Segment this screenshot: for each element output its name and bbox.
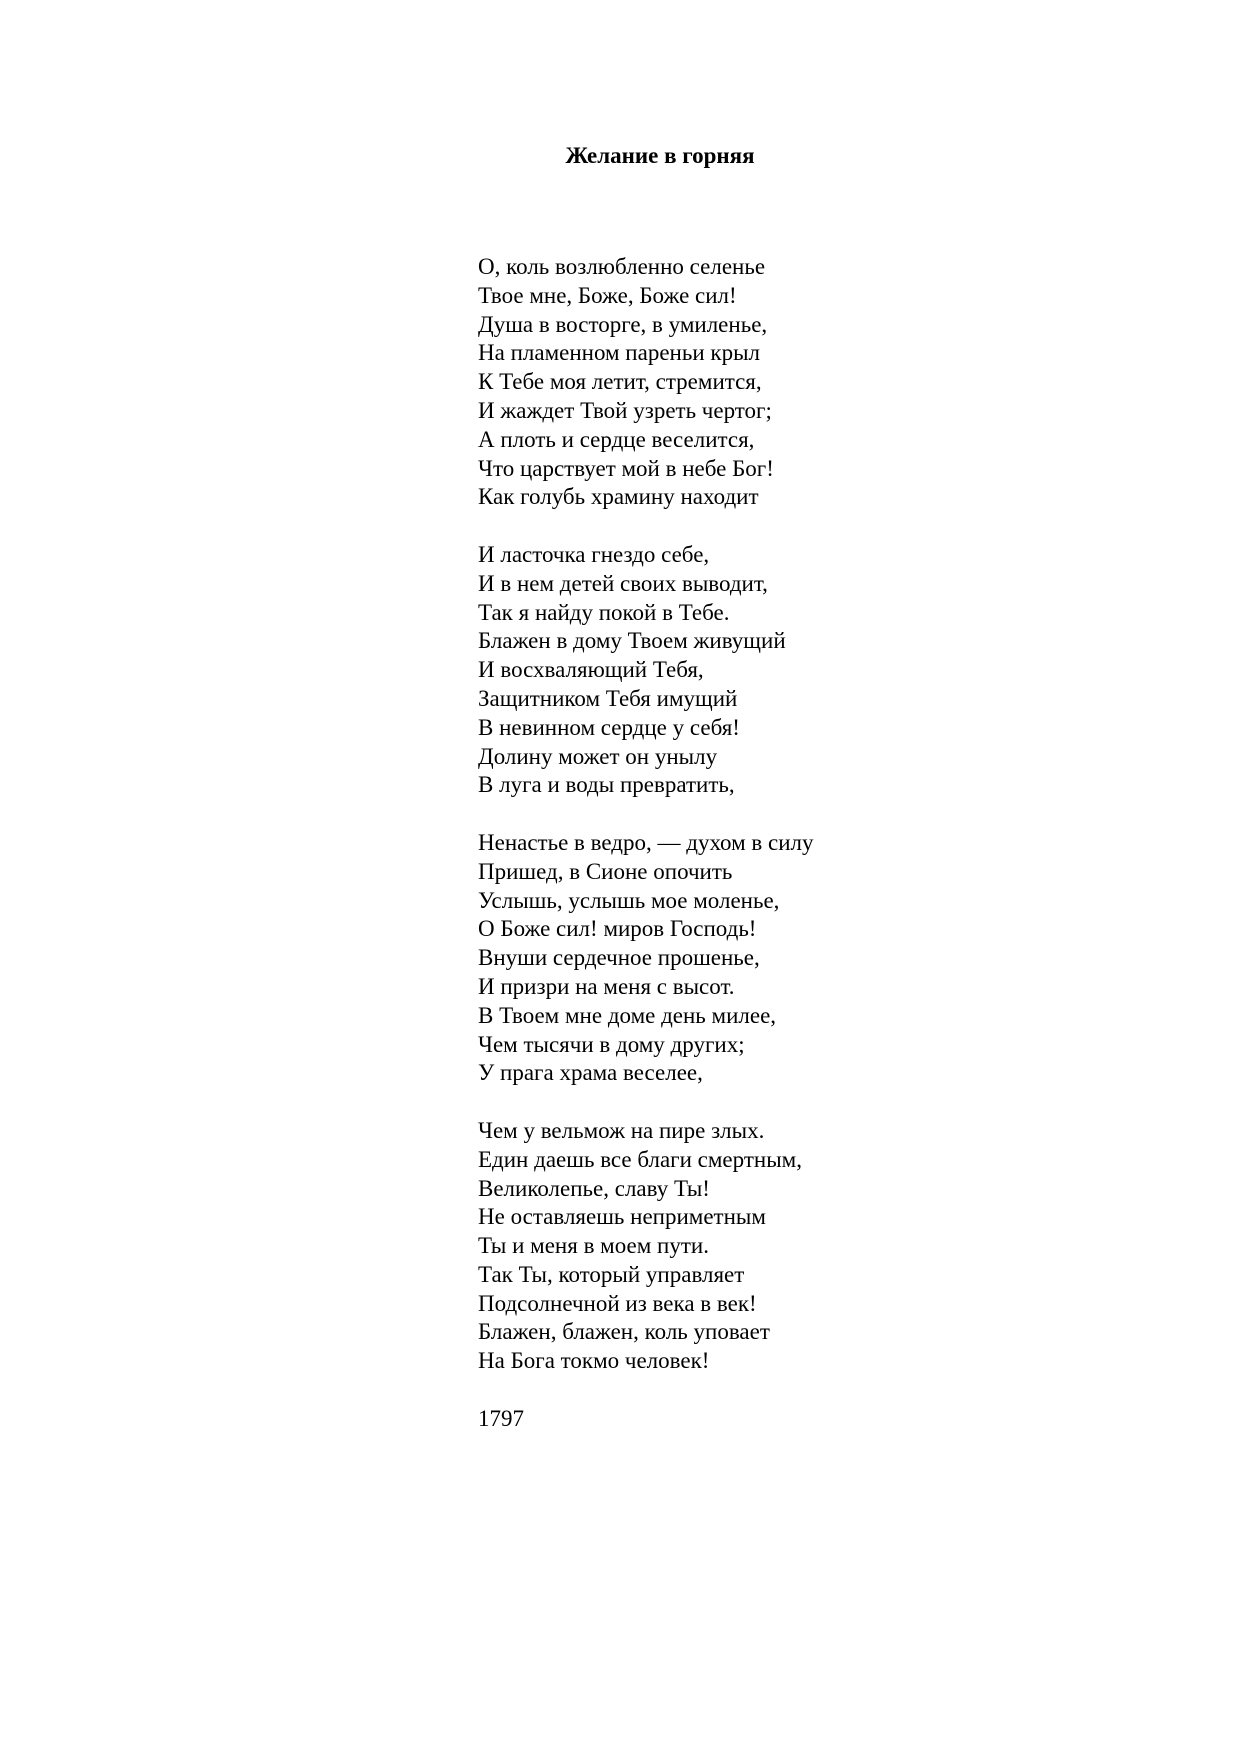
stanza bbox=[478, 1117, 814, 1376]
poem-line: Так Ты, который управляет bbox=[478, 1261, 745, 1287]
poem-line: Услышь, услышь мое моленье, bbox=[478, 887, 780, 913]
poem-line: Чем тысячи в дому других; bbox=[478, 1031, 745, 1057]
poem-title: Желание в горняя bbox=[565, 143, 755, 168]
poem-line: Не оставляешь неприметным bbox=[478, 1204, 766, 1230]
poem-line: И жаждет Твой узреть чертог; bbox=[478, 397, 772, 423]
poem-line: Блажен в дому Твоем живущий bbox=[478, 628, 786, 654]
poem-line: В невинном сердце у себя! bbox=[478, 714, 740, 740]
poem-line: И восхваляющий Тебя, bbox=[478, 657, 704, 683]
poem-line: В Твоем мне доме день милее, bbox=[478, 1002, 777, 1028]
poem-line: А плоть и сердце веселится, bbox=[478, 426, 755, 452]
poem-line: Так я найду покой в Тебе. bbox=[478, 599, 730, 625]
poem-line: К Тебе моя летит, стремится, bbox=[478, 369, 762, 395]
stanza bbox=[478, 541, 814, 800]
poem-line: Ненастье в ведро, — духом в силу bbox=[478, 829, 814, 855]
poem-line: Великолепье, славу Ты! bbox=[478, 1175, 710, 1201]
poem-line: И призри на меня с высот. bbox=[478, 973, 735, 999]
poem-year: 1797 bbox=[478, 1405, 524, 1431]
poem-line: О, коль возлюбленно селенье bbox=[478, 254, 766, 279]
poem-line: Долину может он унылу bbox=[478, 743, 718, 769]
poem-line: Подсолнечной из века в век! bbox=[478, 1290, 757, 1316]
poem-line: Един даешь все благи смертным, bbox=[478, 1146, 802, 1172]
poem-line: Что царствует мой в небе Бог! bbox=[478, 455, 774, 481]
poem-line: Твое мне, Боже, Боже сил! bbox=[478, 282, 737, 308]
poem-line: И ласточка гнездо себе, bbox=[478, 541, 710, 567]
stanza bbox=[478, 829, 814, 1088]
poem-line: Душа в восторге, в умиленье, bbox=[478, 311, 768, 337]
poem-body bbox=[478, 253, 814, 1434]
poem-line: Ты и меня в моем пути. bbox=[478, 1233, 709, 1259]
poem-line: У прага храма веселее, bbox=[478, 1060, 703, 1086]
poem-line: Внуши сердечное прошенье, bbox=[478, 945, 760, 971]
poem-line: Защитником Тебя имущий bbox=[478, 685, 738, 711]
poem-line: В луга и воды превратить, bbox=[478, 772, 735, 798]
poem-line: Пришед, в Сионе опочить bbox=[478, 858, 733, 884]
poem-line: На пламенном пареньи крыл bbox=[478, 340, 760, 366]
stanza bbox=[478, 253, 814, 512]
poem-line: Блажен, блажен, коль уповает bbox=[478, 1319, 770, 1345]
poem-line: Как голубь храмину находит bbox=[478, 484, 759, 510]
poem-line: Чем у вельмож на пире злых. bbox=[478, 1117, 765, 1143]
poem-line: На Бога токмо человек! bbox=[478, 1348, 710, 1374]
poem-line: И в нем детей своих выводит, bbox=[478, 570, 768, 596]
poem-line: О Боже сил! миров Господь! bbox=[478, 916, 757, 942]
